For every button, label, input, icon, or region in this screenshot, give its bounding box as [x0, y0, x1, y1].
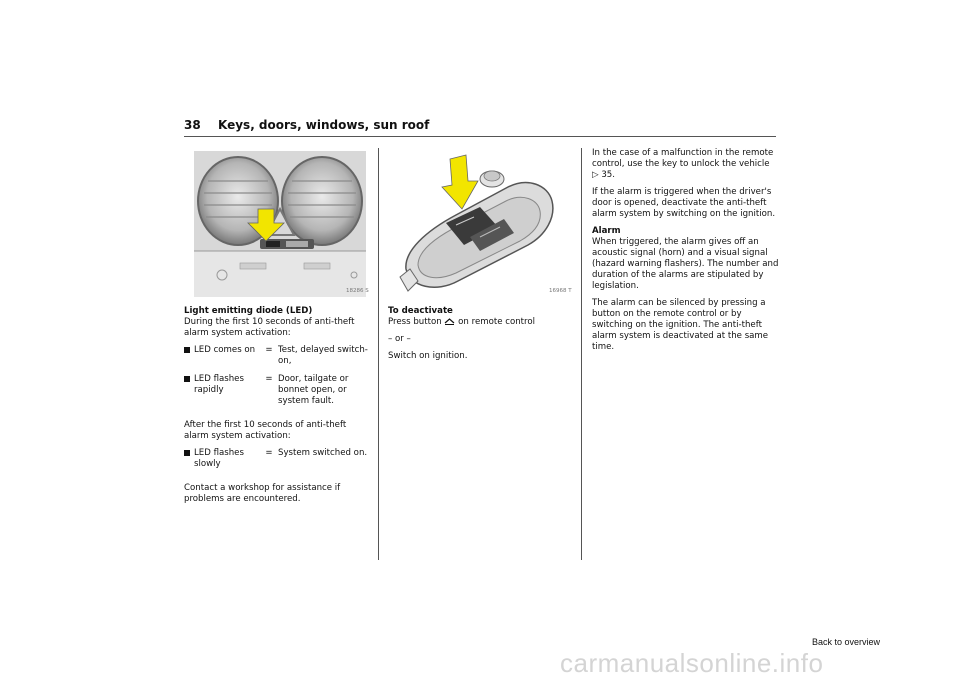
- led-heading: Light emitting diode (LED): [184, 306, 313, 316]
- column-divider-1: [378, 148, 379, 560]
- equals-sign: =: [265, 374, 273, 384]
- bullet-square-icon: [184, 347, 190, 353]
- page-ref[interactable]: 35.: [601, 170, 616, 180]
- led-state: LED flashes rapidly: [194, 374, 244, 395]
- bullet-square-icon: [184, 376, 190, 382]
- dashboard-led-figure: [194, 151, 366, 297]
- bullet-square-icon: [184, 450, 190, 456]
- malfunction-text: In the case of a malfunction in the remote control, use the key to unlock the vehicle: [592, 148, 774, 169]
- led-contact: Contact a workshop for assistance if problems are encountered.: [184, 483, 341, 504]
- alarm-heading: Alarm: [592, 226, 621, 236]
- led-table-2: [184, 448, 367, 477]
- table-row: [184, 345, 370, 374]
- led-state: LED flashes slowly: [194, 448, 244, 469]
- back-to-overview-link[interactable]: Back to overview: [812, 637, 881, 647]
- led-state: LED comes on: [194, 345, 256, 355]
- triggered-paragraph: If the alarm is triggered when the driver's door is opened, deactivate the anti-theft alarm system by switching on the ignition.: [592, 187, 776, 219]
- watermark: carmanualsonline.info: [560, 648, 824, 678]
- table-row: [184, 374, 370, 414]
- deactivate-line-post: on remote control: [458, 317, 536, 327]
- equals-sign: =: [265, 448, 273, 458]
- equals-sign: =: [265, 345, 273, 355]
- or-separator: – or –: [388, 334, 411, 344]
- page-header: [184, 118, 429, 132]
- malfunction-paragraph: [592, 148, 780, 181]
- deactivate-column: [388, 306, 574, 368]
- silence-paragraph: The alarm can be silenced by pressing a button on the remote control or by switching on the ignition. The anti-theft alarm system is deactivated at the same time.: [592, 298, 769, 352]
- figure-id-1: 18286 S: [346, 288, 369, 294]
- led-meaning: System switched on.: [278, 448, 368, 458]
- led-after: After the first 10 seconds of anti-theft alarm system activation:: [184, 420, 347, 441]
- column-divider-2: [581, 148, 582, 560]
- figure-id-2: 16968 T: [549, 288, 572, 294]
- deactivate-heading: To deactivate: [388, 306, 453, 316]
- led-meaning: Door, tailgate or bonnet open, or system fault.: [278, 374, 349, 406]
- page-number: 38: [184, 118, 201, 132]
- led-meaning: Test, delayed switch-on,: [278, 345, 368, 366]
- led-intro: During the first 10 seconds of anti-theft alarm system activation:: [184, 317, 355, 338]
- unlock-button-icon: [444, 317, 455, 325]
- switch-ignition: Switch on ignition.: [388, 351, 468, 361]
- header-rule: [184, 136, 776, 137]
- page-title: Keys, doors, windows, sun roof: [218, 118, 430, 132]
- led-table-1: [184, 345, 370, 414]
- table-row: [184, 448, 367, 477]
- led-column: [184, 306, 370, 511]
- deactivate-line: [388, 317, 574, 328]
- page-ref-arrow-icon: ▷: [592, 170, 599, 180]
- deactivate-line-pre: Press button: [388, 317, 442, 327]
- remote-key-figure: [396, 151, 572, 297]
- alarm-paragraph: When triggered, the alarm gives off an acoustic signal (horn) and a visual signal (hazard warning flashers). The number and duration of the alarms are stipulated by legislation.: [592, 237, 779, 291]
- alarm-column: [592, 148, 780, 359]
